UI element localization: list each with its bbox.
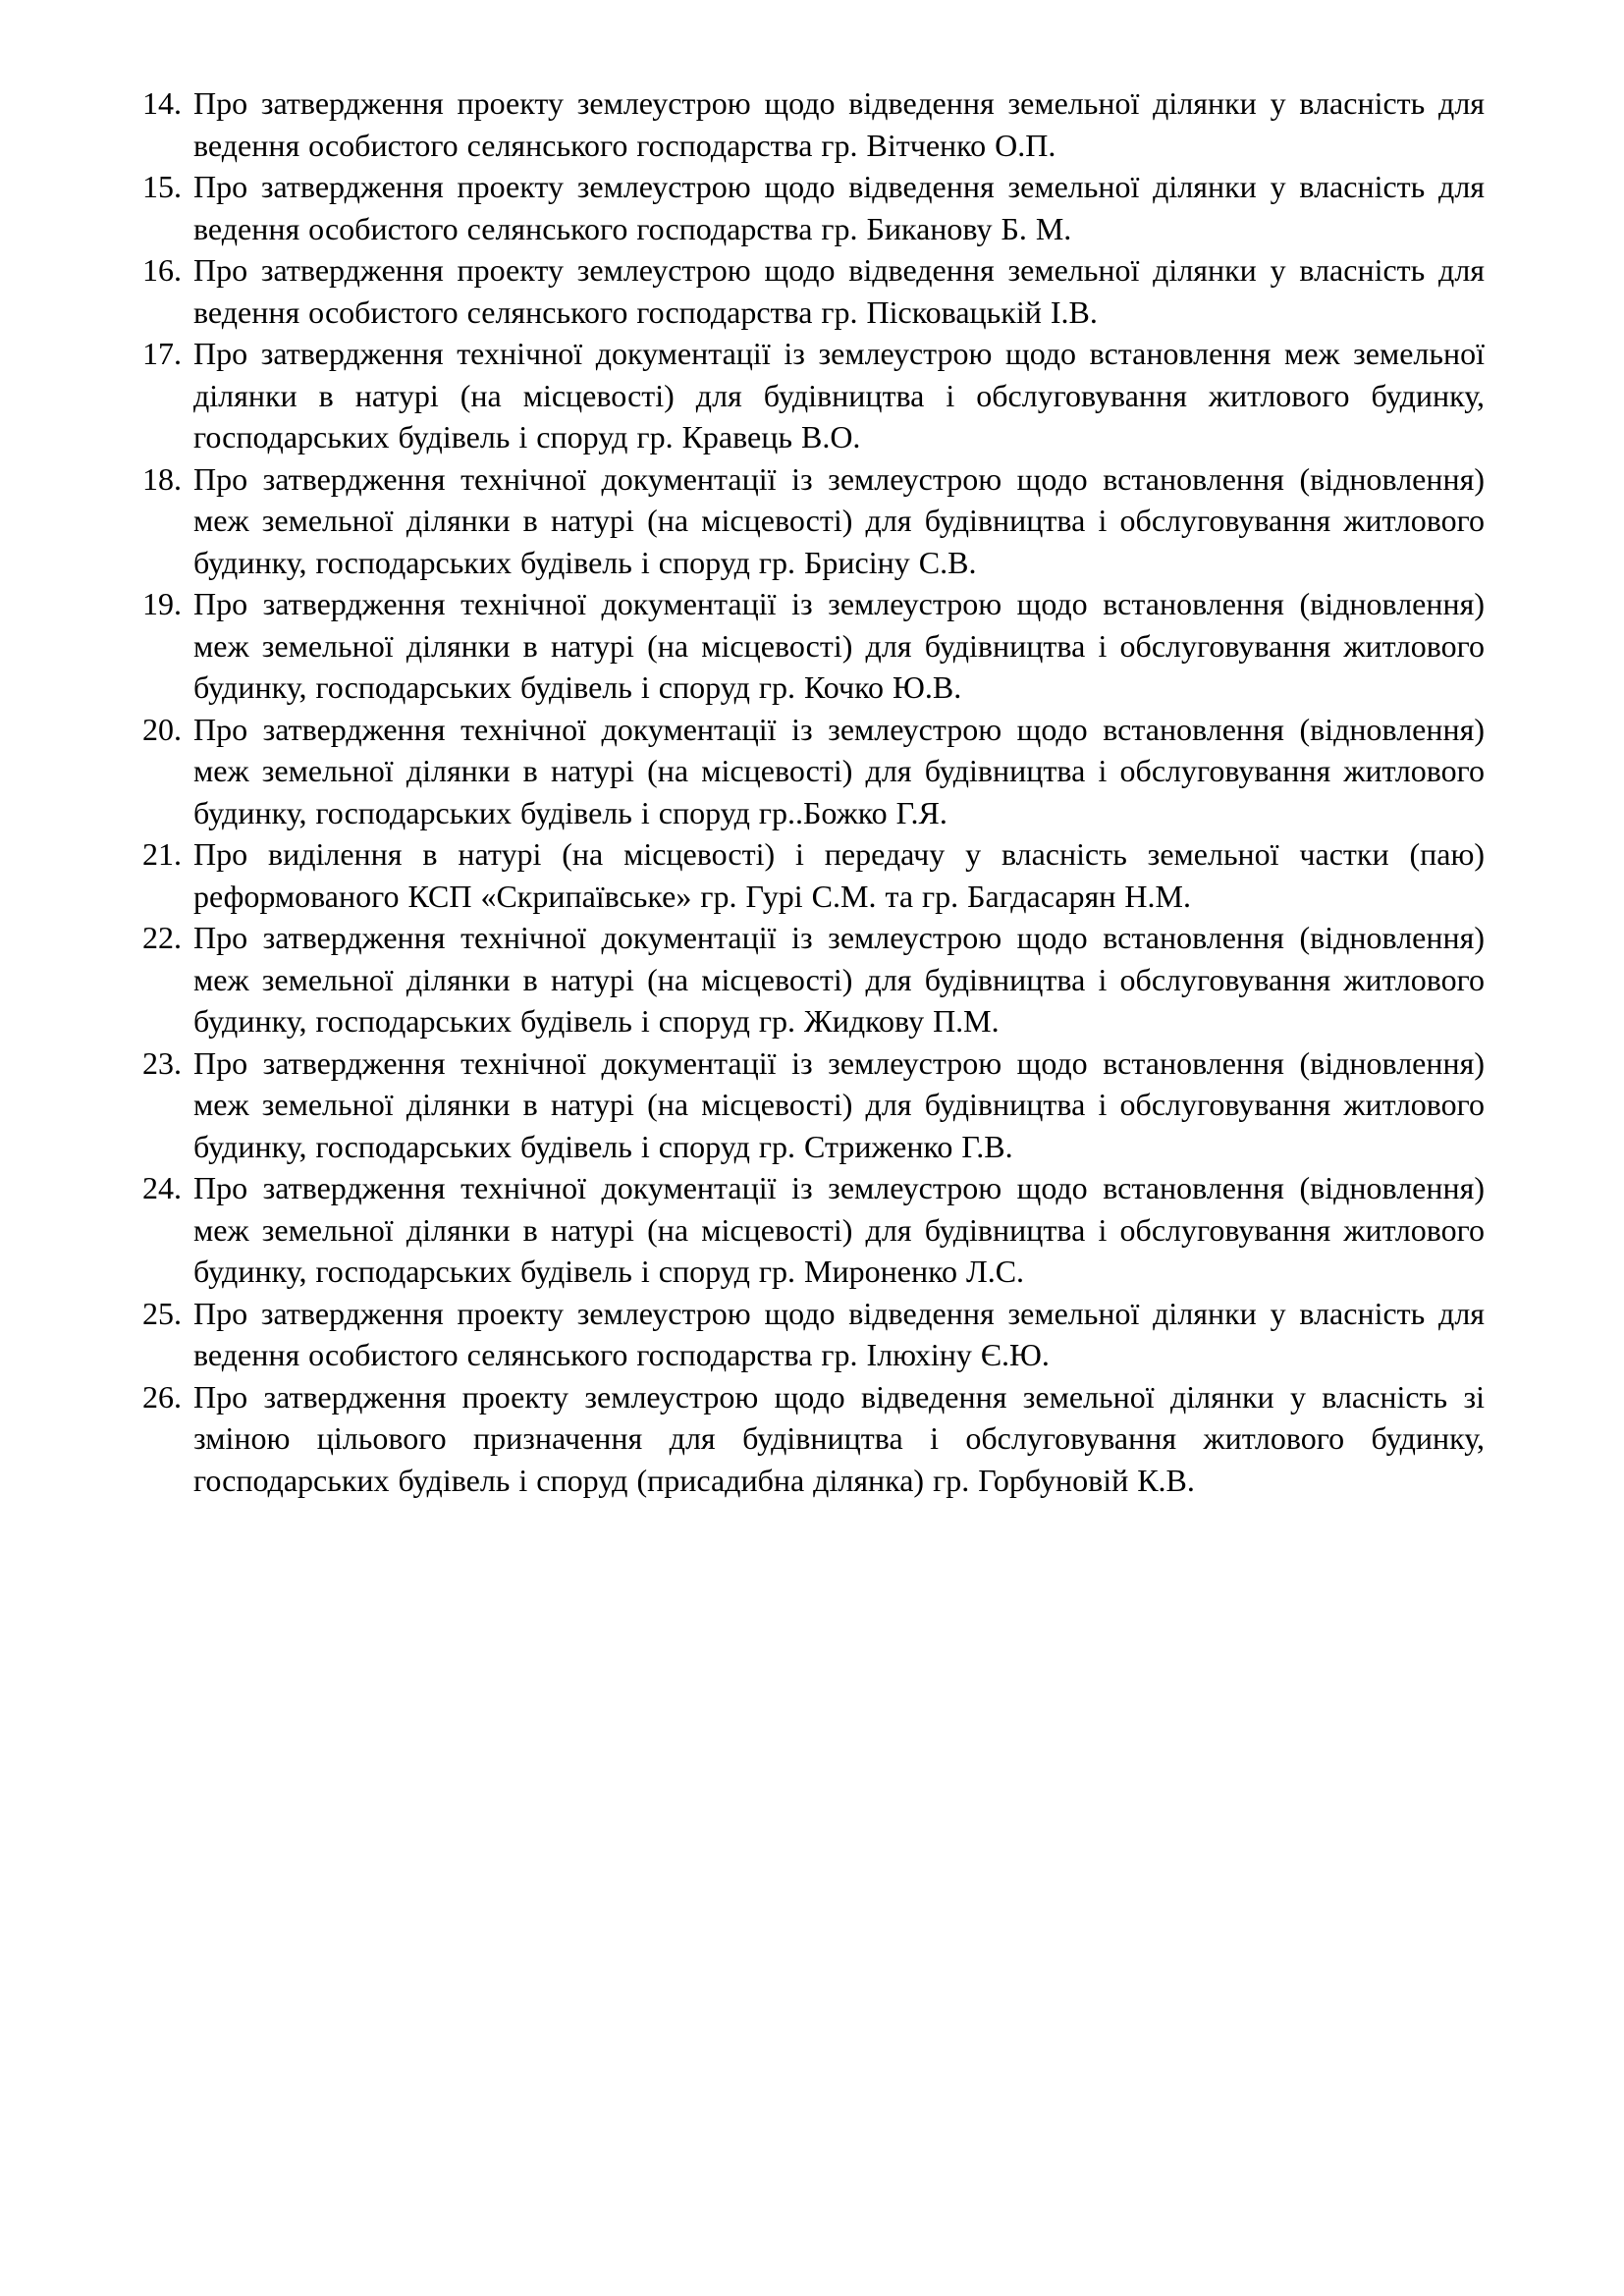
item-text: Про затвердження технічної документації із землеустрою щодо встановлення (відновлення) меж земельної ділянки в натурі (на місцевості) для будівництва і обслуговування житлового будинку, господарських будівель і споруд гр..Божко Г.Я. xyxy=(193,711,1485,830)
item-number: 25. xyxy=(142,1295,182,1331)
item-number: 20. xyxy=(142,711,182,747)
list-item xyxy=(142,333,1485,458)
item-text: Про затвердження технічної документації із землеустрою щодо встановлення (відновлення) меж земельної ділянки в натурі (на місцевості) для будівництва і обслуговування житлового будинку, господарських будівель і споруд гр. Жидкову П.М. xyxy=(193,920,1485,1039)
item-number: 22. xyxy=(142,920,182,955)
list-item xyxy=(142,1293,1485,1376)
item-text: Про затвердження проекту землеустрою щодо відведення земельної ділянки у власність зі зміною цільового призначення для будівництва і обслуговування житлового будинку, господарських будівель і споруд (присадибна ділянка) гр. Горбуновій К.В. xyxy=(193,1378,1485,1498)
list-item xyxy=(142,249,1485,333)
item-text: Про затвердження технічної документації із землеустрою щодо встановлення (відновлення) меж земельної ділянки в натурі (на місцевості) для будівництва і обслуговування житлового будинку, господарських будівель і споруд гр. Кочко Ю.В. xyxy=(193,586,1485,705)
item-number: 17. xyxy=(142,336,182,371)
item-text: Про затвердження проекту землеустрою щодо відведення земельної ділянки у власність для ведення особистого селянського господарства гр. Ілюхіну Є.Ю. xyxy=(193,1295,1485,1372)
list-item xyxy=(142,166,1485,249)
item-text: Про затвердження проекту землеустрою щодо відведення земельної ділянки у власність для ведення особистого селянського господарства гр. Биканову Б. М. xyxy=(193,169,1485,246)
list-item xyxy=(142,1042,1485,1168)
list-item xyxy=(142,709,1485,834)
item-number: 19. xyxy=(142,586,182,621)
list-item xyxy=(142,82,1485,166)
item-text: Про виділення в натурі (на місцевості) і передачу у власність земельної частки (паю) реформованого КСП «Скрипаївське» гр. Гурі С.М. та гр. Багдасарян Н.М. xyxy=(193,836,1485,914)
item-number: 26. xyxy=(142,1378,182,1415)
list-item xyxy=(142,1167,1485,1293)
item-number: 21. xyxy=(142,836,182,872)
item-text: Про затвердження технічної документації із землеустрою щодо встановлення (відновлення) меж земельної ділянки в натурі (на місцевості) для будівництва і обслуговування житлового будинку, господарських будівель і споруд гр. Мироненко Л.С. xyxy=(193,1170,1485,1289)
list-item xyxy=(142,458,1485,584)
item-number: 15. xyxy=(142,169,182,204)
list-item xyxy=(142,583,1485,709)
item-number: 24. xyxy=(142,1170,182,1205)
item-text: Про затвердження технічної документації із землеустрою щодо встановлення меж земельної ділянки в натурі (на місцевості) для будівництва і обслуговування житлового будинку, господарських будівель і споруд гр. Кравець В.О. xyxy=(193,336,1485,454)
item-number: 23. xyxy=(142,1044,182,1081)
list-item xyxy=(142,833,1485,917)
item-text: Про затвердження проекту землеустрою щодо відведення земельної ділянки у власність для ведення особистого селянського господарства гр. Пісковацькій І.В. xyxy=(193,252,1485,330)
item-number: 14. xyxy=(142,85,182,121)
agenda-list xyxy=(142,82,1485,1501)
item-number: 18. xyxy=(142,460,182,497)
item-text: Про затвердження технічної документації із землеустрою щодо встановлення (відновлення) меж земельної ділянки в натурі (на місцевості) для будівництва і обслуговування житлового будинку, господарських будівель і споруд гр. Брисіну С.В. xyxy=(193,460,1485,580)
list-item xyxy=(142,917,1485,1042)
item-text: Про затвердження проекту землеустрою щодо відведення земельної ділянки у власність для ведення особистого селянського господарства гр. Вітченко О.П. xyxy=(193,85,1485,163)
item-number: 16. xyxy=(142,252,182,288)
list-item xyxy=(142,1376,1485,1502)
item-text: Про затвердження технічної документації із землеустрою щодо встановлення (відновлення) меж земельної ділянки в натурі (на місцевості) для будівництва і обслуговування житлового будинку, господарських будівель і споруд гр. Стриженко Г.В. xyxy=(193,1044,1485,1164)
